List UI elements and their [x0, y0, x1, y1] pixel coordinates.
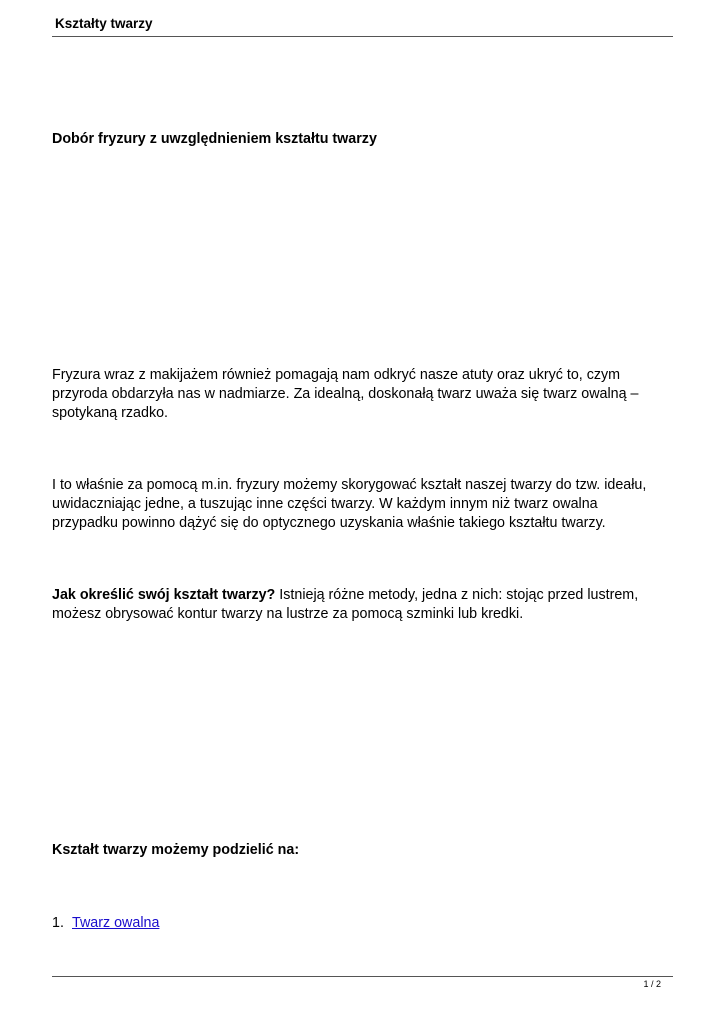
method-question: Jak określić swój kształt twarzy? — [52, 587, 276, 603]
paragraph-correction: I to właśnie za pomocą m.in. fryzury możemy skorygować kształt naszej twarzy do tzw. ideału, uwidaczniając jedne, a tuszując inne części twarzy. W każdym innym niż twarz owalna przypadku powinno dążyć się do optycznego uzyskania właśnie takiego kształtu twarzy. — [52, 477, 647, 531]
paragraph-intro: Fryzura wraz z makijażem również pomagają nam odkryć nasze atuty oraz ukryć to, czym przyroda obdarzyła nas w nadmiarze. Za idealną, doskonałą twarz uważa się twarz owalną – spotykaną rzadko. — [52, 367, 639, 421]
article-heading: Dobór fryzury z uwzględnieniem kształtu twarzy — [52, 131, 377, 147]
list-item — [52, 914, 667, 933]
list-item-number: 1. — [52, 915, 64, 931]
footer-divider — [52, 976, 673, 977]
page-header-title: Kształty twarzy — [55, 16, 153, 31]
paragraph-method — [52, 586, 667, 624]
page-number: 1 / 2 — [643, 979, 661, 989]
method-description: Istnieją różne metody, jedna z nich: stojąc przed lustrem, możesz obrysować kontur twarzy na lustrze za pomocą szminki lub kredki. — [52, 587, 639, 622]
shapes-subheading: Kształt twarzy możemy podzielić na: — [52, 842, 300, 858]
link-twarz-owalna[interactable]: Twarz owalna — [72, 915, 160, 931]
header-divider — [52, 36, 673, 37]
